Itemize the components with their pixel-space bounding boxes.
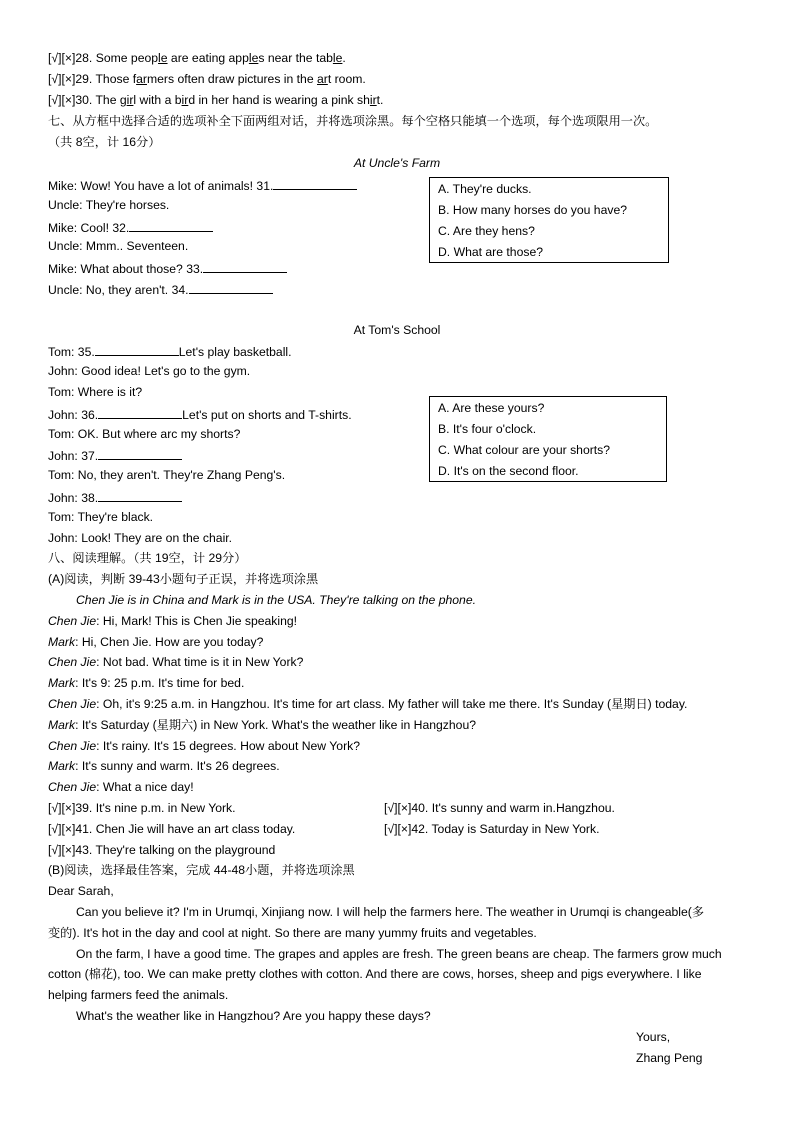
dialog-2-line: Tom: OK. But where arc my shorts? [48,427,241,441]
answer-blank-32[interactable] [129,219,213,232]
part-a-instruction: (A)阅读，判断 39-43小题句子正误，并将选项涂黑 [48,572,319,586]
part-a-intro: Chen Jie is in China and Mark is in the USA. They're talking on the phone. [76,593,476,607]
reading-dialog-line: Mark: Hi, Chen Jie. How are you today? [48,635,264,649]
reading-dialog-line: Chen Jie: What a nice day! [48,780,194,794]
question-41: [√][×]41. Chen Jie will have an art class today. [48,822,296,836]
judge-options[interactable]: [√][×] [48,843,76,857]
dialog-2-line: Tom: 35. Let's play basketball. [48,345,292,359]
dialog-2-line: John: Look! They are on the chair. [48,531,233,545]
option-b[interactable]: B. How many horses do you have? [438,203,628,217]
dialog-2-line: John: 36. Let's put on shorts and T-shirts. [48,408,352,422]
judge-options[interactable]: [√][×] [48,801,76,815]
dialog-1-line: Mike: Cool! 32. [48,219,213,236]
reading-dialog-line: Chen Jie: Oh, it's 9:25 a.m. in Hangzhou. It's time for art class. My father will take me there. It's Sunday (星期日) today. [48,697,688,711]
option-a[interactable]: A. They're ducks. [438,182,532,196]
item-29: [√][×]29. Those farmers often draw pictures in the art room. [48,72,366,86]
dialog-2-line: John: 38. [48,489,182,506]
option-a[interactable]: A. Are these yours? [438,401,545,415]
option-c[interactable]: C. What colour are your shorts? [438,443,611,457]
dialog-1-heading: At Uncle's Farm [353,156,441,170]
answer-blank-33[interactable] [203,260,287,273]
judge-options[interactable]: [√][×] [384,801,412,815]
judge-options[interactable]: [√][×] [48,72,76,86]
options-box-1 [429,177,669,263]
judge-options[interactable]: [√][×] [384,822,412,836]
letter-greeting: Dear Sarah, [48,884,114,898]
letter-paragraph-3: What's the weather like in Hangzhou? Are you happy these days? [76,1009,431,1023]
dialog-1-line: Uncle: No, they aren't. 34. [48,281,273,298]
reading-dialog-line: Chen Jie: It's rainy. It's 15 degrees. How about New York? [48,739,360,753]
answer-blank-31[interactable] [273,177,357,190]
judge-options[interactable]: [√][×] [48,51,76,65]
question-43: [√][×]43. They're talking on the playground [48,843,276,857]
question-40: [√][×]40. It's sunny and warm in.Hangzhou. [384,801,615,815]
dialog-2-line: Tom: They're black. [48,510,154,524]
judge-options[interactable]: [√][×] [48,93,76,107]
dialog-2-line: Tom: Where is it? [48,385,143,399]
options-box-2 [429,396,667,482]
part-b-instruction: (B)阅读，选择最佳答案，完成 44-48小题，并将选项涂黑 [48,863,355,877]
dialog-2-heading: At Tom's School [353,323,441,337]
option-b[interactable]: B. It's four o'clock. [438,422,537,436]
dialog-2-line: John: Good idea! Let's go to the gym. [48,364,251,378]
letter-paragraph-2-line-2: cotton (棉花), too. We can make pretty clothes with cotton. And there are cows, horses, sheep and pigs everywhere. I like [48,967,702,981]
option-c[interactable]: C. Are they hens? [438,224,535,238]
question-39: [√][×]39. It's nine p.m. in New York. [48,801,236,815]
answer-blank-36[interactable] [98,406,182,419]
reading-dialog-line: Mark: It's sunny and warm. It's 26 degrees. [48,759,280,773]
option-d[interactable]: D. What are those? [438,245,543,259]
letter-signature: Zhang Peng [636,1051,703,1065]
letter-paragraph-1-line-2: 变的). It's hot in the day and cool at night. So there are many yummy fruits and vegetables. [48,926,537,940]
letter-paragraph-2-line-1: On the farm, I have a good time. The grapes and apples are fresh. The green beans are cheap. The farmers grow much [76,947,722,961]
reading-dialog-line: Chen Jie: Hi, Mark! This is Chen Jie speaking! [48,614,298,628]
item-28: [√][×]28. Some people are eating apples near the table. [48,51,346,65]
reading-dialog-line: Mark: It's Saturday (星期六) in New York. What's the weather like in Hangzhou? [48,718,477,732]
dialog-1-line: Uncle: They're horses. [48,198,170,212]
answer-blank-37[interactable] [98,447,182,460]
dialog-2-line: John: 37. [48,447,182,464]
letter-closing: Yours, [636,1030,671,1044]
item-30: [√][×]30. The girl with a bird in her hand is wearing a pink shirt. [48,93,384,107]
answer-blank-38[interactable] [98,489,182,502]
judge-options[interactable]: [√][×] [48,822,76,836]
dialog-1-line: Uncle: Mmm.. Seventeen. [48,239,189,253]
section-7-score: （共 8空，计 16分） [48,135,161,149]
reading-dialog-line: Mark: It's 9: 25 p.m. It's time for bed. [48,676,245,690]
letter-paragraph-1-line-1: Can you believe it? I'm in Urumqi, Xinjiang now. I will help the farmers here. The weather in Urumqi is changeable(多 [76,905,705,919]
question-42: [√][×]42. Today is Saturday in New York. [384,822,600,836]
dialog-2-line: Tom: No, they aren't. They're Zhang Peng's. [48,468,286,482]
option-d[interactable]: D. It's on the second floor. [438,464,579,478]
answer-blank-35[interactable] [95,343,179,356]
section-8-title: 八、阅读理解。（共 19空，计 29分） [48,551,247,565]
section-7-title: 七、从方框中选择合适的选项补全下面两组对话，并将选项涂黑。每个空格只能填一个选项，每个选项限用一次。 [48,114,658,128]
letter-paragraph-2-line-3: helping farmers feed the animals. [48,988,229,1002]
answer-blank-34[interactable] [189,281,273,294]
reading-dialog-line: Chen Jie: Not bad. What time is it in New York? [48,655,304,669]
dialog-1-line: Mike: What about those? 33. [48,260,287,277]
dialog-1-line: Mike: Wow! You have a lot of animals! 31. [48,177,357,194]
